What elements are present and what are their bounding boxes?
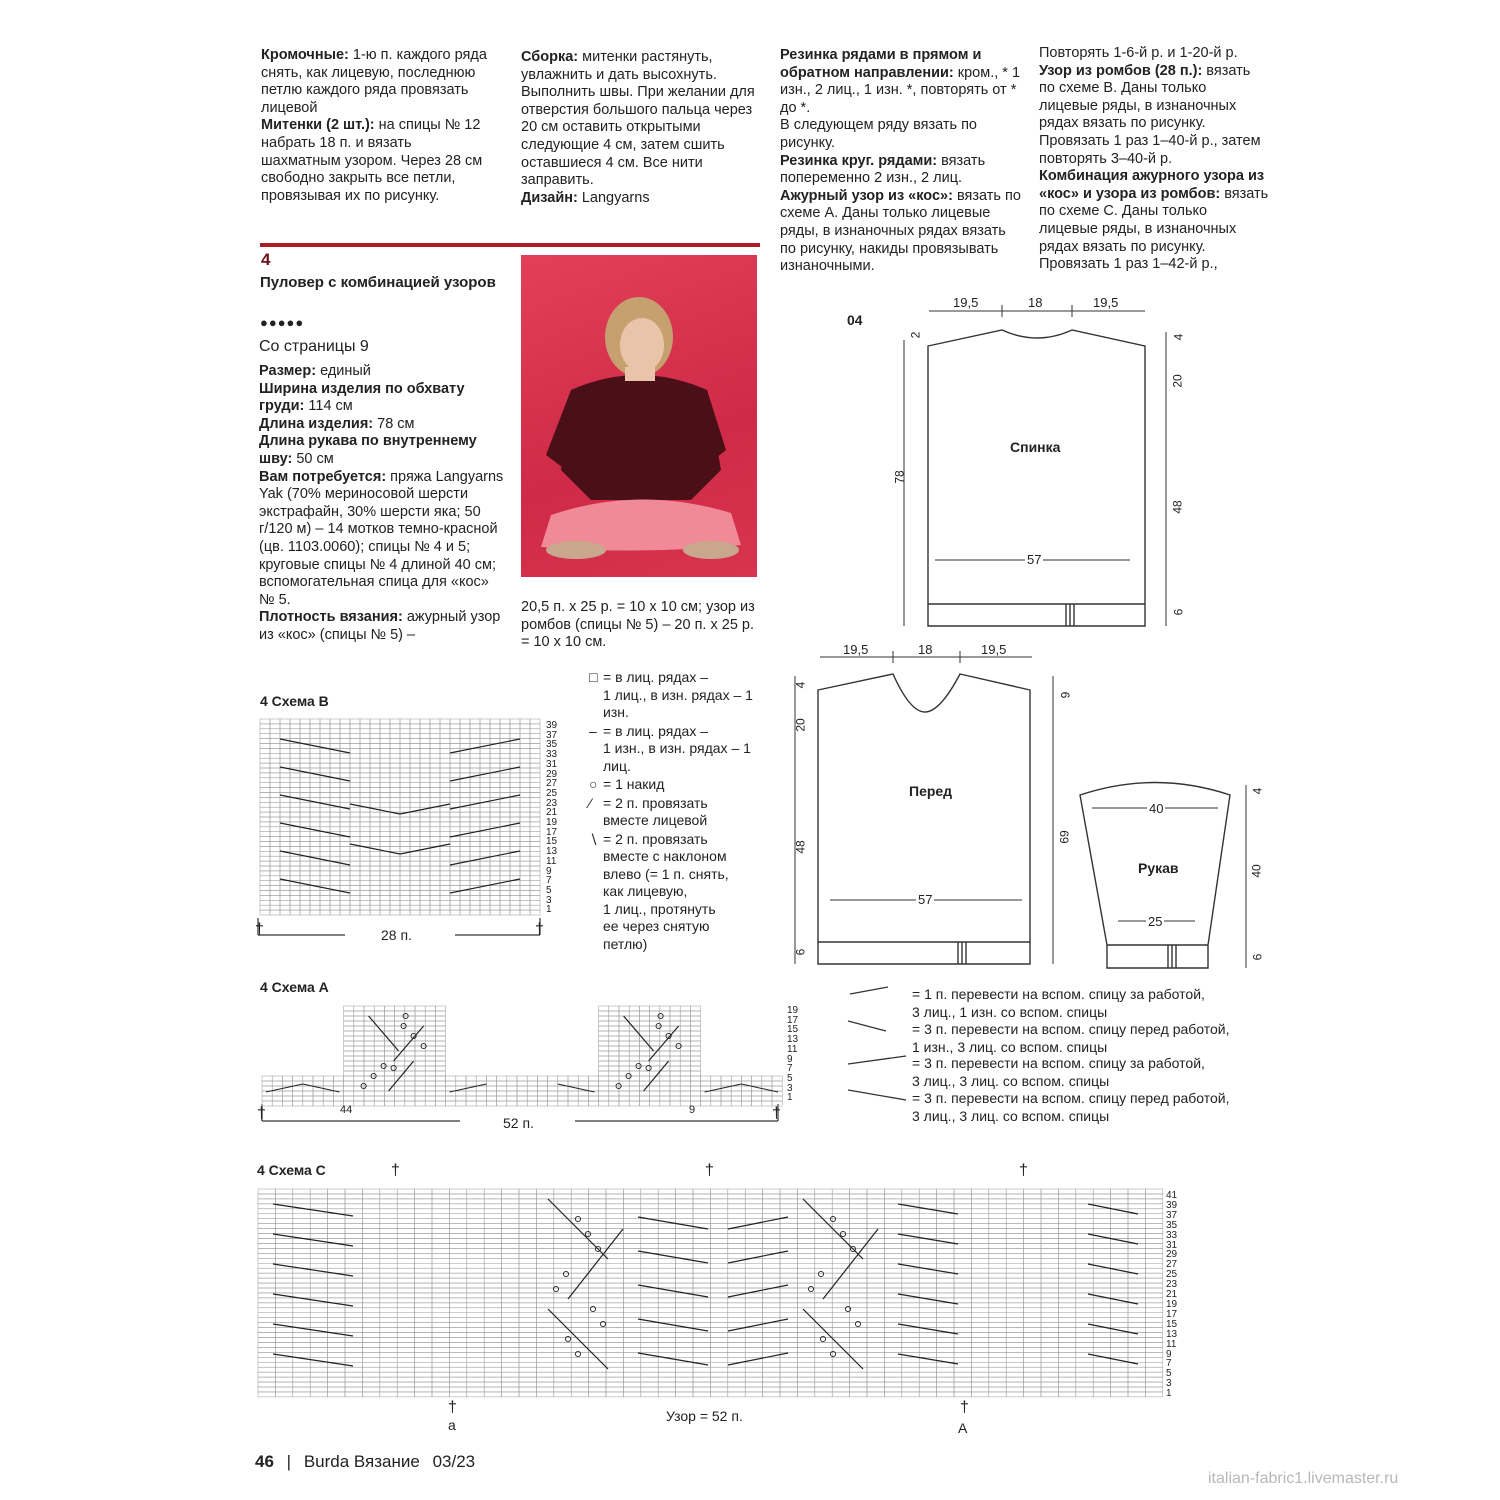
sleeve-top: 40 <box>1149 801 1164 816</box>
row-number: 19 <box>1166 1298 1178 1310</box>
chart-c-grid <box>258 1189 1163 1397</box>
row-number: 1 <box>1166 1388 1172 1400</box>
row-number: 3 <box>1166 1378 1172 1390</box>
rezinka-round-paragraph: Резинка круг. рядами: вязать попеременно 2 изн., 2 лиц. <box>780 152 986 187</box>
legend-item <box>589 776 759 794</box>
spec-materials: Вам потребуется: пряжа Langyarns Yak (70% мериносовой шерсти экстрафайн, 30% шерсти яка; 50 г/120 м) – 14 мотков темно-красной (цв. 1103.0060); спицы № 4 и 5; круговые спицы № 4 длиной 40 см; вспомогательная спица для «кос» № 5. <box>259 468 504 608</box>
spec-width: Ширина изделия по обхвату груди: 114 см <box>259 380 465 415</box>
front-width: 57 <box>918 892 933 907</box>
front-neck-depth: 9 <box>1058 691 1073 699</box>
row-number: 39 <box>1166 1199 1178 1211</box>
row-number: 3 <box>787 1082 793 1094</box>
chart-a-grid <box>262 1006 782 1106</box>
spec-length: Длина изделия: 78 см <box>259 415 415 432</box>
row-number: 33 <box>546 749 558 761</box>
row-number: 41 <box>1166 1190 1178 1201</box>
repeat-marker-icon: † <box>448 1399 457 1416</box>
scheme-c-width: Узор = 52 п. <box>666 1408 743 1424</box>
legend-symbol-icon: – <box>589 722 597 739</box>
front-left-2: 20 <box>793 718 808 732</box>
symbol-legend <box>589 669 759 954</box>
repeat-marker-icon: † <box>391 1162 400 1179</box>
cable-legend-item: = 1 п. перевести на вспом. спицу за работой, 3 лиц., 1 изн. со вспом. спицы <box>912 986 1205 1020</box>
cable-legend-symbols <box>848 987 906 1100</box>
back-width: 57 <box>1027 552 1042 567</box>
section-title: Пуловер с комбинацией узоров <box>260 274 496 291</box>
back-outline <box>928 330 1145 626</box>
row-number: 13 <box>546 846 558 858</box>
row-number: 23 <box>1166 1279 1178 1291</box>
legend-text: = 1 накид <box>603 776 665 792</box>
scheme-b-title: 4 Схема В <box>260 693 329 709</box>
scheme-b-width: 28 п. <box>381 927 412 943</box>
row-number: 7 <box>546 875 552 887</box>
row-number: 7 <box>1166 1358 1172 1370</box>
back-right-3: 48 <box>1170 500 1185 514</box>
kromochnye-paragraph: Кромочные: 1-ю п. каждого ряда снять, как лицевую, последнюю петлю каждого ряда провязать лицевой <box>261 47 487 116</box>
row-number: 15 <box>1166 1318 1178 1330</box>
legend-text: = 2 п. провязать вместе с наклоном влево (= 1 п. снять, как лицевую, 1 лиц., протянуть ее через снятую петлю) <box>603 830 729 952</box>
row-number: 35 <box>1166 1219 1178 1231</box>
front-top-mid: 18 <box>918 642 933 657</box>
scheme-a-width: 52 п. <box>503 1115 534 1131</box>
legend-text: = в лиц. рядах – 1 лиц., в изн. рядах – 1 изн. <box>603 669 753 720</box>
design-paragraph: Дизайн: Langyarns <box>521 189 650 206</box>
front-label: Перед <box>909 783 953 799</box>
row-number: 37 <box>546 729 558 741</box>
chart-b-marker-icon: † <box>255 921 264 938</box>
legend-item <box>589 831 759 954</box>
legend-item <box>589 723 759 776</box>
from-page: Со страницы 9 <box>259 338 369 355</box>
density-continued: 20,5 п. х 25 р. = 10 х 10 см; узор из ромбов (спицы № 5) – 20 п. х 25 р. = 10 х 10 см. <box>521 599 755 651</box>
row-number: 5 <box>546 884 552 896</box>
front-outline <box>818 674 1030 964</box>
scheme-a-row-numbers <box>787 1006 798 1103</box>
sleeve-label: Рукав <box>1138 860 1179 876</box>
cable-legend-item: = 3 п. перевести на вспом. спицу перед работой, 1 изн., 3 лиц. со вспом. спицы <box>912 1021 1230 1055</box>
row-number: 27 <box>1166 1259 1178 1271</box>
row-number: 7 <box>787 1063 793 1075</box>
issue-number: 03/23 <box>432 1452 476 1471</box>
row-number: 23 <box>546 797 558 809</box>
scheme-b-row-numbers <box>546 721 557 915</box>
legend-symbol-icon: ⁄ <box>589 794 592 811</box>
pattern-id: 04 <box>847 312 863 328</box>
romb-paragraph: Узор из ромбов (28 п.): вязать по схеме В. Даны только лицевые ряды, в изнаночных рядах вязать по рисунку. Провязать 1 раз 1–40-й р., затем повторять 3–40-й р. <box>1039 62 1261 167</box>
scheme-a-title: 4 Схема А <box>260 979 329 995</box>
magazine-name: Burda Вязание <box>303 1452 420 1471</box>
row-number: 13 <box>787 1034 799 1046</box>
front-height: 69 <box>1057 830 1072 844</box>
row-number: 1 <box>546 904 552 916</box>
azhur-paragraph: Ажурный узор из «кос»: вязать по схеме А. Даны только лицевые ряды, в изнаночных рядах вязать по рисунку, накиды провязывать изнаночными. <box>780 187 1021 275</box>
row-number: 9 <box>787 1053 793 1065</box>
row-number: 21 <box>1166 1289 1178 1301</box>
cable-legend-item: = 3 п. перевести на вспом. спицу перед работой, 3 лиц., 3 лиц. со вспом. спицы <box>912 1090 1230 1124</box>
row-number: 39 <box>546 720 558 731</box>
cable-legend-item: = 3 п. перевести на вспом. спицу за работой, 3 лиц., 3 лиц. со вспом. спицы <box>912 1055 1205 1089</box>
row-number: 11 <box>546 855 557 867</box>
front-left-4: 6 <box>793 948 808 956</box>
row-number: 13 <box>1166 1328 1178 1340</box>
row-number: 25 <box>1166 1269 1178 1281</box>
front-left-3: 48 <box>793 840 808 854</box>
row-number: 3 <box>546 894 552 906</box>
sleeve-right-3: 6 <box>1250 953 1265 961</box>
back-top-left: 19,5 <box>953 295 979 310</box>
front-top-right: 19,5 <box>981 642 1007 657</box>
sleeve-right-1: 4 <box>1250 787 1265 795</box>
back-neck-depth: 2 <box>908 331 923 339</box>
sleeve-bottom: 25 <box>1148 914 1163 929</box>
repeat-marker-icon: † <box>960 1399 969 1416</box>
back-right-1: 4 <box>1171 333 1186 341</box>
back-top-right: 19,5 <box>1093 295 1119 310</box>
legend-text: = 2 п. провязать вместе лицевой <box>603 794 708 828</box>
legend-symbol-icon: □ <box>589 669 598 685</box>
back-right-4: 6 <box>1171 608 1186 616</box>
scheme-c-title: 4 Схема С <box>257 1162 326 1178</box>
row-number: 19 <box>787 1005 799 1016</box>
chart-b-marker-icon: † <box>535 921 544 938</box>
repeat-marker-icon: † <box>1019 1162 1028 1179</box>
row-number: 31 <box>1166 1239 1178 1251</box>
scheme-c-marker-small-a: а <box>448 1417 456 1433</box>
page-number: 46 <box>255 1452 274 1471</box>
watermark: italian-fabric1.livemaster.ru <box>1208 1470 1399 1487</box>
row-number: 5 <box>787 1072 793 1084</box>
difficulty-dots: ●●●●● <box>260 315 305 330</box>
rezinka-rows-paragraph: Резинка рядами в прямом и обратном направлении: кром., * 1 изн., 2 лиц., 1 изн. *, повторять от * до *. <box>780 47 1021 116</box>
row-number: 15 <box>546 836 558 848</box>
chart-a-marker-icon: † <box>257 1105 266 1122</box>
legend-text: = в лиц. рядах – 1 изн., в изн. рядах – 1 лиц. <box>603 722 751 774</box>
row-number: 17 <box>546 826 558 838</box>
row-number: 17 <box>1166 1308 1178 1320</box>
front-left-1: 4 <box>793 681 808 689</box>
row-number: 35 <box>546 739 558 751</box>
chart-b-grid <box>260 719 540 915</box>
row-number: 11 <box>1166 1338 1177 1350</box>
rezinka-rows-paragraph-2: В следующем ряду вязать по рисунку. <box>780 117 977 151</box>
row-number: 15 <box>787 1024 799 1036</box>
spec-density: Плотность вязания: ажурный узор из «кос» (спицы № 5) – <box>259 609 501 643</box>
repeat-line: Повторять 1-6-й р. и 1-20-й р. <box>1039 45 1238 61</box>
row-number: 9 <box>1166 1348 1172 1360</box>
back-top-mid: 18 <box>1028 295 1043 310</box>
back-height: 78 <box>892 470 907 484</box>
chart-a-marker-icon: † <box>772 1105 781 1122</box>
sleeve-right-2: 40 <box>1249 864 1264 878</box>
legend-symbol-icon: ∖ <box>589 830 598 847</box>
row-number: 9 <box>546 865 552 877</box>
row-number: 17 <box>787 1014 799 1026</box>
section-number: 4 <box>261 250 271 269</box>
row-number: 29 <box>1166 1249 1178 1261</box>
combination-paragraph: Комбинация ажурного узора из «кос» и узора из ромбов: вязать по схеме С. Даны только лицевые ряды, в изнаночных рядах вязать по рисунку. Провязать 1 раз 1–42-й р., <box>1039 168 1269 273</box>
back-right-2: 20 <box>1170 374 1185 388</box>
spec-size: Размер: единый <box>259 363 371 379</box>
legend-item <box>589 795 759 830</box>
scheme-c-row-numbers <box>1166 1191 1177 1399</box>
legend-symbol-icon: ○ <box>589 776 598 792</box>
row-number: 1 <box>787 1092 793 1104</box>
mitenki-paragraph: Митенки (2 шт.): на спицы № 12 набрать 18 п. и вязать шахматным узором. Через 28 см свободно закрыть все петли, провязывая их по рисунку. <box>261 117 483 204</box>
legend-item <box>589 669 759 722</box>
repeat-marker-icon: † <box>705 1162 714 1179</box>
scheme-a-right-count: 9 <box>689 1104 696 1116</box>
row-number: 27 <box>546 778 558 790</box>
scheme-c-marker-big-a: А <box>958 1420 968 1436</box>
row-number: 25 <box>546 787 558 799</box>
sborka-paragraph: Сборка: митенки растянуть, увлажнить и дать высохнуть. Выполнить швы. При желании для отверстия большого пальца через 20 см оставить открытыми следующие 4 см, затем сшить оставшиеся 4 см. Все нити заправить. <box>521 49 755 189</box>
row-number: 37 <box>1166 1209 1178 1221</box>
row-number: 21 <box>546 807 558 819</box>
footer-divider: | <box>286 1452 292 1471</box>
row-number: 33 <box>1166 1229 1178 1241</box>
front-top-left: 19,5 <box>843 642 869 657</box>
scheme-a-left-count: 44 <box>340 1104 353 1116</box>
row-number: 19 <box>546 817 558 829</box>
row-number: 31 <box>546 758 558 770</box>
row-number: 11 <box>787 1043 798 1055</box>
row-number: 29 <box>546 768 558 780</box>
spec-sleeve: Длина рукава по внутреннему шву: 50 см <box>259 433 477 467</box>
back-label: Спинка <box>1010 439 1061 455</box>
page-footer <box>255 1452 475 1472</box>
row-number: 5 <box>1166 1368 1172 1380</box>
